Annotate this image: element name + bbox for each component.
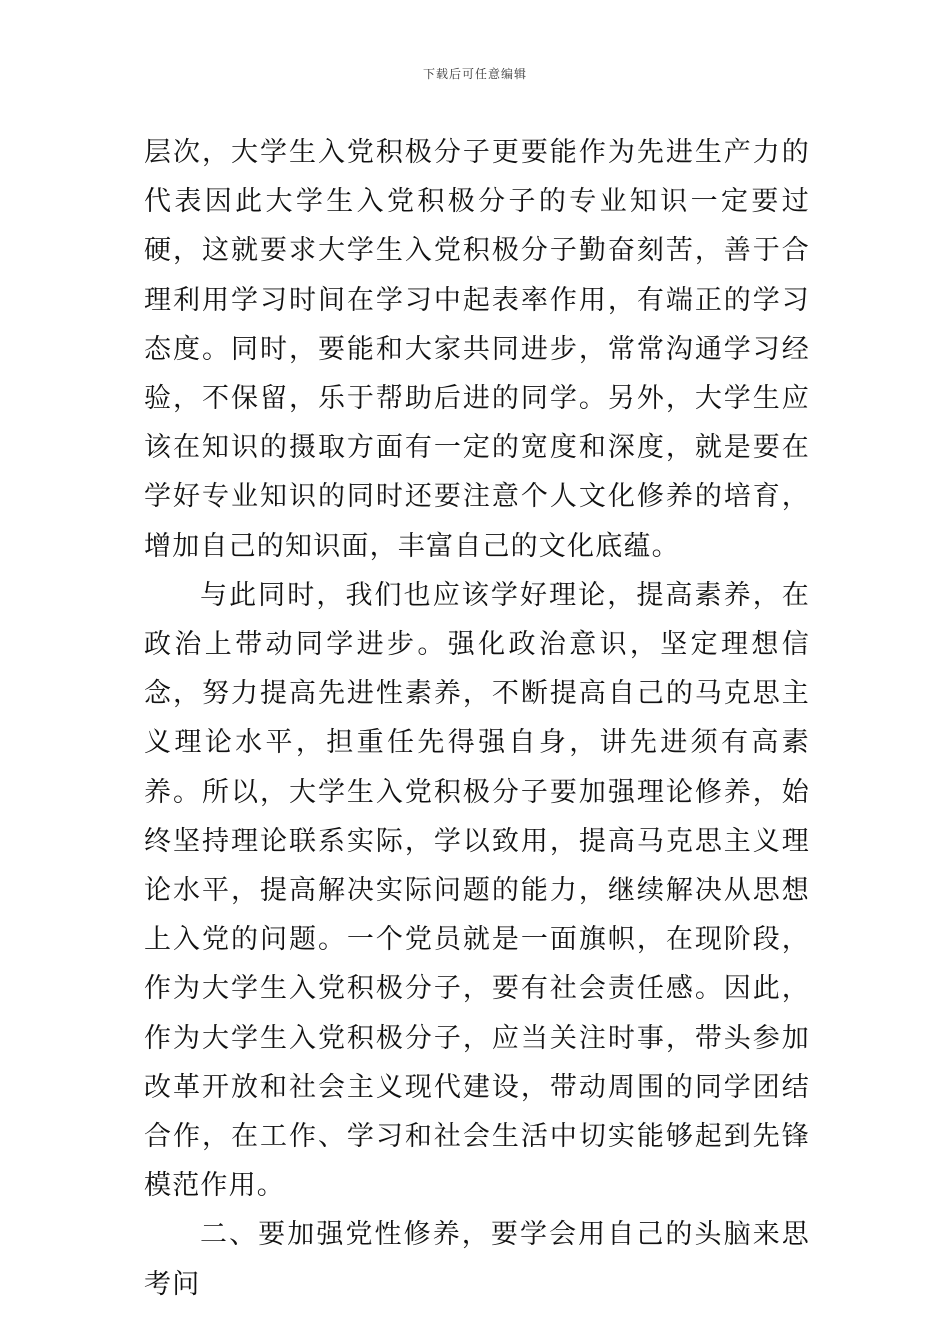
paragraph-2: 与此同时，我们也应该学好理论，提高素养，在政治上带动同学进步。强化政治意识，坚定理想信念，努力提高先进性素养，不断提高自己的马克思主义理论水平，担重任先得强自身，讲先进须有高素养。所以，大学生入党积极分子要加强理论修养，始终坚持理论联系实际，学以致用，提高马克思主义理论水平，提高解决实际问题的能力，继续解决从思想上入党的问题。一个党员就是一面旗帜，在现阶段，作为大学生入党积极分子，要有社会责任感。因此，作为大学生入党积极分子，应当关注时事，带头参加改革开放和社会主义现代建设，带动周围的同学团结合作，在工作、学习和社会生活中切实能够起到先锋模范作用。 bbox=[144, 579, 810, 1202]
paragraph-3: 二、要加强党性修养，要学会用自己的头脑来思考问 bbox=[144, 1219, 810, 1300]
document-body bbox=[144, 128, 810, 1309]
paragraph-1: 层次，大学生入党积极分子更要能作为先进生产力的代表因此大学生入党积极分子的专业知识一定要过硬，这就要求大学生入党积极分子勤奋刻苦，善于合理利用学习时间在学习中起表率作用，有端正的学习态度。同时，要能和大家共同进步，常常沟通学习经验，不保留，乐于帮助后进的同学。另外，大学生应该在知识的摄取方面有一定的宽度和深度，就是要在学好专业知识的同时还要注意个人文化修养的培育，增加自己的知识面，丰富自己的文化底蕴。 bbox=[144, 137, 810, 562]
header-note: 下载后可任意编辑 bbox=[422, 67, 527, 81]
